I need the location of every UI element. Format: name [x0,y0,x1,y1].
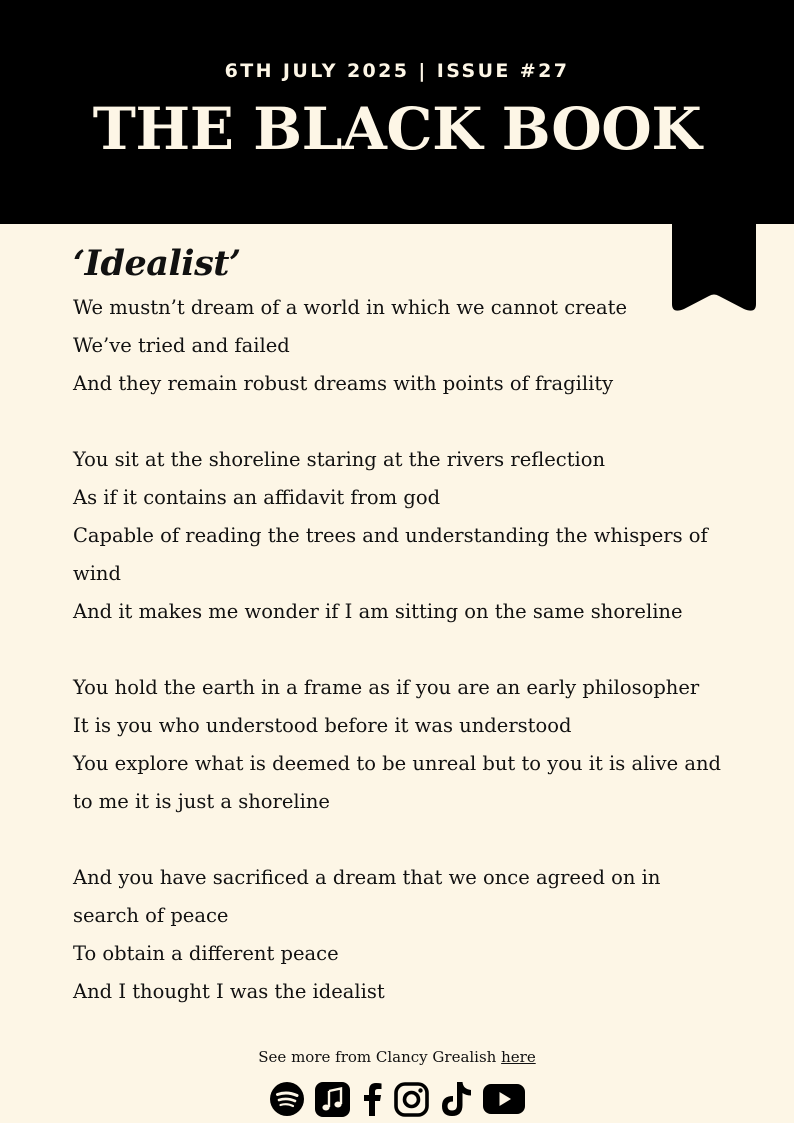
poem-line: Capable of reading the trees and understanding the whispers of wind [73,524,708,585]
credit-text: See more from Clancy Grealish [258,1048,497,1066]
spotify-icon[interactable] [270,1078,304,1120]
tiktok-icon[interactable] [440,1078,472,1120]
poem-title: ‘Idealist’ [73,243,241,284]
poem-line: As if it contains an affidavit from god [73,486,441,509]
stanza-break [73,403,723,441]
stanza-break [73,631,723,669]
poem-line: And it makes me wonder if I am sitting on the same shoreline [73,600,683,623]
youtube-icon[interactable] [483,1078,525,1120]
author-credit [0,1048,794,1066]
more-from-author-link[interactable]: here [501,1048,536,1066]
poem-line: You sit at the shoreline staring at the rivers reflection [73,448,606,471]
poem-line: You hold the earth in a frame as if you are an early philosopher [73,676,700,699]
poem-line: You explore what is deemed to be unreal but to you it is alive and to me it is just a shoreline [73,752,721,813]
masthead-title: THE BLACK BOOK [92,95,702,163]
poem-line: And I thought I was the idealist [73,980,385,1003]
issue-date-line: 6TH JULY 2025 | ISSUE #27 [224,60,570,82]
facebook-icon[interactable] [361,1078,383,1120]
poem-body [73,289,723,1011]
instagram-icon[interactable] [394,1078,429,1120]
poem-line: We’ve tried and failed [73,334,290,357]
poem-line: And you have sacrificed a dream that we once agreed on in search of peace [73,866,661,927]
poem-line: And they remain robust dreams with points of fragility [73,372,614,395]
poem-line: To obtain a different peace [73,942,339,965]
social-links [0,1078,794,1120]
poem-line: It is you who understood before it was understood [73,714,572,737]
header-banner [0,0,794,224]
stanza-break [73,821,723,859]
apple-music-icon[interactable] [315,1078,350,1120]
poem-line: We mustn’t dream of a world in which we cannot create [73,296,627,319]
